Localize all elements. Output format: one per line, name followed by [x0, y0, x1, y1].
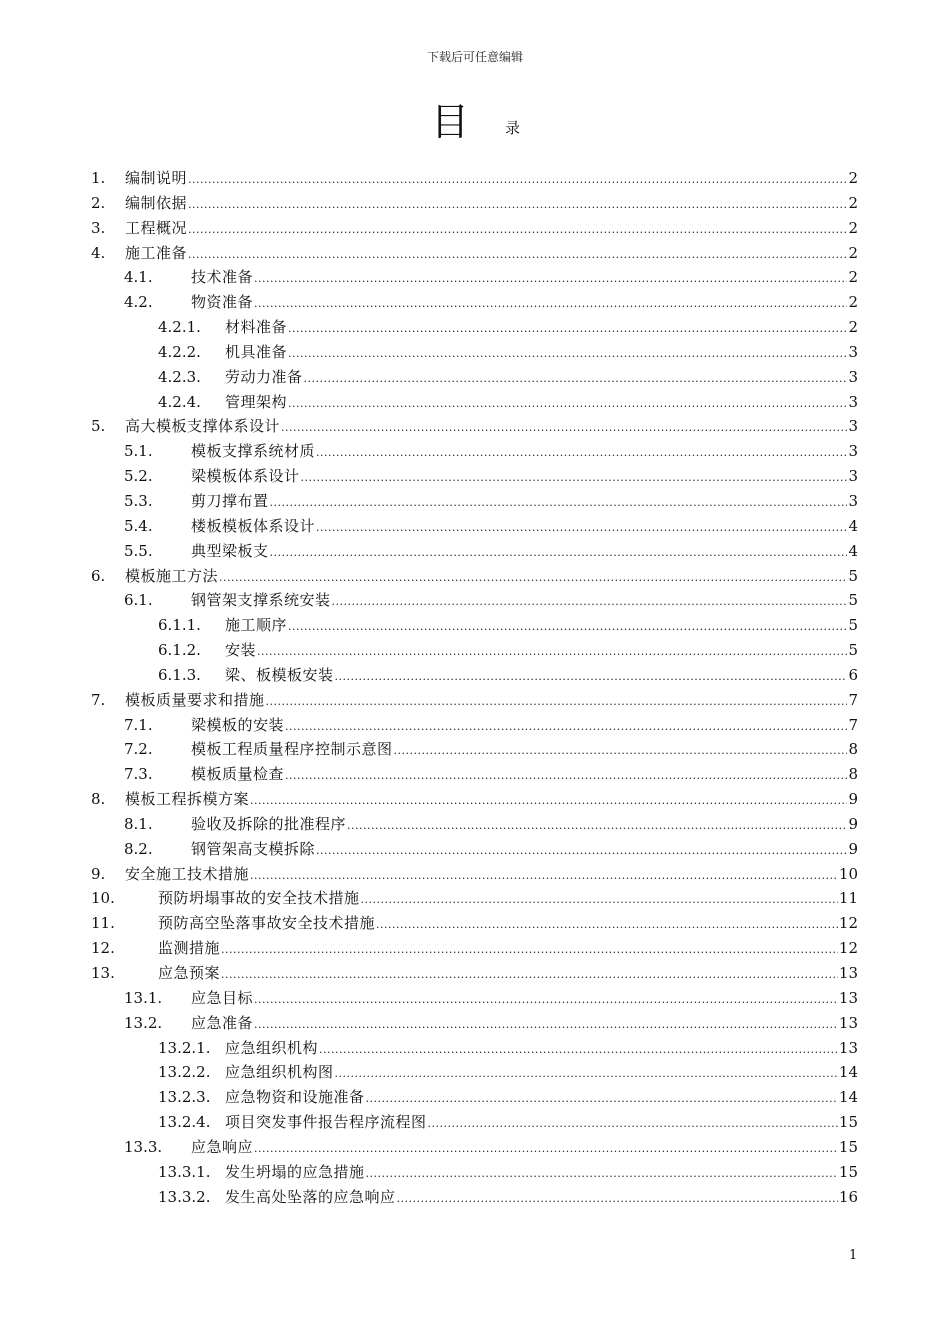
toc-entry-line [225, 1036, 858, 1062]
toc-entry-page: 13 [838, 1013, 858, 1032]
toc-entry-number: 7.3. [124, 765, 153, 784]
toc-entry-label: 模板质量检查 [191, 765, 285, 784]
toc-dot-leader [281, 416, 847, 440]
toc-entry-number: 7.2. [124, 740, 153, 759]
toc-entry-page: 14 [838, 1088, 858, 1107]
toc-entry-line [191, 539, 858, 565]
toc-entry-number: 5.3. [124, 491, 153, 510]
toc-entry[interactable] [0, 365, 950, 390]
toc-entry-label: 模板支撑系统材质 [191, 442, 316, 461]
toc-entry[interactable] [0, 539, 950, 564]
toc-dot-leader [366, 1162, 838, 1186]
toc-entry-line [158, 961, 858, 987]
toc-entry-line [125, 414, 858, 440]
toc-dot-leader [254, 1137, 838, 1161]
toc-entry-label: 典型梁板支 [191, 541, 269, 560]
toc-entry-label: 施工顺序 [225, 616, 288, 635]
toc-entry-page: 3 [848, 467, 858, 486]
toc-dot-leader [304, 367, 848, 391]
toc-dot-leader [361, 888, 838, 912]
toc-dot-leader [288, 392, 847, 416]
toc-dot-leader [316, 516, 847, 540]
toc-entry-number: 7.1. [124, 715, 153, 734]
toc-entry-page: 5 [848, 566, 858, 585]
toc-entry[interactable] [0, 1185, 950, 1210]
toc-entry-label: 安全施工技术措施 [125, 864, 250, 883]
toc-entry-page: 13 [838, 964, 858, 982]
toc-entry-label: 钢管架支撑系统安装 [191, 591, 331, 610]
toc-entry-label: 应急预案 [158, 964, 221, 982]
toc-entry-page: 12 [838, 914, 858, 933]
toc-entry-label: 梁、板模板安装 [225, 665, 334, 684]
toc-dot-leader [316, 839, 847, 863]
toc-entry[interactable] [0, 216, 950, 241]
toc-entry-page: 3 [848, 367, 858, 386]
toc-entry-page: 11 [838, 889, 858, 908]
toc-dot-leader [254, 1013, 838, 1037]
toc-entry-line [125, 564, 858, 590]
toc-entry-number: 5.1. [124, 442, 153, 461]
toc-entry-number: 4.2. [124, 293, 153, 312]
toc-entry-page: 9 [848, 839, 858, 858]
toc-dot-leader [254, 292, 847, 316]
toc-entry-label: 材料准备 [225, 318, 288, 337]
toc-entry-page: 13 [838, 1038, 858, 1057]
toc-entry-line [125, 216, 858, 242]
toc-entry-number: 10. [91, 889, 115, 908]
toc-dot-leader [288, 615, 847, 639]
toc-entry-number: 13.3.2. [158, 1187, 211, 1206]
toc-entry[interactable] [0, 862, 950, 887]
toc-entry-page: 15 [838, 1137, 858, 1156]
toc-entry-line [191, 1135, 858, 1161]
toc-entry-page: 9 [848, 814, 858, 833]
toc-entry-label: 应急目标 [191, 988, 254, 1007]
toc-dot-leader [250, 864, 838, 888]
toc-dot-leader [221, 938, 838, 962]
toc-entry[interactable] [0, 936, 950, 961]
toc-entry-page: 2 [848, 243, 858, 262]
toc-entry-page: 7 [848, 690, 858, 709]
toc-entry-page: 12 [838, 939, 858, 958]
toc-dot-leader [254, 267, 847, 291]
toc-entry-page: 4 [848, 516, 858, 535]
toc-entry[interactable] [0, 290, 950, 315]
toc-entry-page: 2 [848, 169, 858, 187]
toc-entry-page: 8 [848, 765, 858, 784]
toc-entry-label: 安装 [225, 641, 257, 660]
toc-entry-page: 14 [838, 1063, 858, 1082]
toc-dot-leader [266, 690, 848, 714]
toc-entry[interactable] [0, 315, 950, 340]
toc-entry-label: 验收及拆除的批准程序 [191, 814, 347, 833]
toc-entry-page: 3 [848, 442, 858, 461]
toc-entry-label: 管理架构 [225, 392, 288, 411]
toc-dot-leader [221, 963, 838, 987]
toc-entry-page: 3 [848, 491, 858, 510]
toc-entry[interactable] [0, 241, 950, 266]
toc-dot-leader [188, 218, 847, 242]
toc-dot-leader [219, 566, 847, 590]
toc-entry[interactable] [0, 514, 950, 539]
toc-dot-leader [335, 665, 848, 689]
toc-entry-page: 6 [848, 665, 858, 684]
toc-entry[interactable] [0, 564, 950, 589]
toc-entry[interactable] [0, 1085, 950, 1110]
toc-entry-label: 监测措施 [158, 939, 221, 958]
toc-dot-leader [270, 491, 848, 515]
toc-dot-leader [270, 541, 848, 565]
toc-entry-number: 6.1.1. [158, 616, 201, 635]
toc-entry-line [225, 1085, 858, 1111]
toc-entry[interactable] [0, 390, 950, 415]
toc-entry-label: 梁模板体系设计 [191, 467, 300, 486]
toc-entry-number: 6.1. [124, 591, 153, 610]
toc-entry-line [191, 265, 858, 291]
toc-entry-line [225, 1060, 858, 1086]
toc-dot-leader [188, 243, 847, 267]
toc-dot-leader [257, 640, 847, 664]
toc-entry[interactable] [0, 414, 950, 439]
toc-entry-label: 项目突发事件报告程序流程图 [225, 1113, 427, 1132]
toc-entry-line [225, 390, 858, 416]
toc-title-main: 目 [431, 100, 470, 144]
toc-entry-number: 13.1. [124, 988, 163, 1007]
toc-entry[interactable] [0, 1135, 950, 1160]
toc-entry-number: 13.2.3. [158, 1088, 211, 1107]
toc-entry[interactable] [0, 713, 950, 738]
toc-entry[interactable] [0, 638, 950, 663]
toc-entry-page: 5 [848, 591, 858, 610]
toc-entry-label: 劳动力准备 [225, 367, 303, 386]
toc-entry-number: 6.1.3. [158, 665, 201, 684]
toc-entry-line [191, 464, 858, 490]
toc-dot-leader [288, 342, 847, 366]
toc-dot-leader [285, 764, 847, 788]
toc-entry-line [191, 837, 858, 863]
toc-entry-line [191, 290, 858, 316]
toc-entry-line [158, 911, 858, 937]
toc-entry[interactable] [0, 166, 950, 191]
toc-entry[interactable] [0, 1060, 950, 1085]
toc-entry-number: 3. [91, 218, 106, 237]
toc-entry-label: 物资准备 [191, 293, 254, 312]
toc-dot-leader [316, 441, 847, 465]
toc-entry-line [225, 663, 858, 689]
toc-entry-line [191, 588, 858, 614]
toc-entry[interactable] [0, 489, 950, 514]
toc-entry[interactable] [0, 688, 950, 713]
toc-entry-number: 13.2.2. [158, 1063, 211, 1082]
toc-entry-page: 5 [848, 616, 858, 635]
toc-entry-number: 4.2.3. [158, 367, 201, 386]
toc-entry[interactable] [0, 464, 950, 489]
toc-entry-line [225, 365, 858, 391]
toc-entry-page: 3 [848, 417, 858, 436]
toc-entry-line [225, 315, 858, 341]
toc-entry-page: 2 [848, 318, 858, 337]
toc-dot-leader [254, 988, 838, 1012]
toc-entry-number: 5. [91, 417, 106, 436]
toc-entry-label: 模板施工方法 [125, 566, 219, 585]
toc-entry-number: 4.2.2. [158, 342, 201, 361]
toc-entry-number: 9. [91, 864, 106, 883]
toc-dot-leader [394, 739, 848, 763]
toc-entry-line [125, 787, 858, 813]
toc-entry-page: 10 [838, 864, 858, 883]
toc-entry-page: 2 [848, 193, 858, 212]
toc-entry[interactable] [0, 340, 950, 365]
toc-dot-leader [376, 913, 838, 937]
toc-entry-page: 15 [838, 1162, 858, 1181]
toc-entry-page: 8 [848, 740, 858, 759]
toc-entry-line [191, 762, 858, 788]
toc-entry-number: 12. [91, 939, 115, 958]
toc-entry-number: 5.4. [124, 516, 153, 535]
toc-entry-line [225, 1185, 858, 1211]
toc-title-suffix: 录 [505, 119, 521, 137]
toc-entry-number: 4. [91, 243, 106, 262]
toc-entry-line [125, 862, 858, 888]
toc-entry-line [158, 886, 858, 912]
toc-dot-leader [188, 168, 847, 192]
toc-entry-number: 8.2. [124, 839, 153, 858]
toc-entry-number: 13.2.4. [158, 1113, 211, 1132]
toc-entry-label: 预防坍塌事故的安全技术措施 [158, 889, 360, 908]
toc-entry-page: 13 [838, 988, 858, 1007]
toc-entry-line [191, 713, 858, 739]
toc-entry-number: 6.1.2. [158, 641, 201, 660]
toc-entry-line [125, 191, 858, 217]
page-number: 1 [849, 1248, 858, 1263]
toc-entry-page: 3 [848, 392, 858, 411]
toc-entry[interactable] [0, 1160, 950, 1185]
toc-entry-label: 楼板模板体系设计 [191, 516, 316, 535]
toc-entry-number: 13.2. [124, 1013, 163, 1032]
toc-entry-line [225, 613, 858, 639]
toc-entry-label: 模板工程拆模方案 [125, 790, 250, 809]
toc-entry-number: 4.2.1. [158, 318, 201, 337]
toc-entry-line [225, 1160, 858, 1186]
toc-entry-number: 13. [91, 964, 115, 982]
toc-entry-line [191, 737, 858, 763]
toc-entry-page: 16 [838, 1187, 858, 1206]
toc-entry[interactable] [0, 439, 950, 464]
toc-entry-number: 6. [91, 566, 106, 585]
table-of-contents [0, 166, 950, 1209]
toc-dot-leader [288, 317, 847, 341]
toc-entry-label: 梁模板的安装 [191, 715, 285, 734]
toc-dot-leader [335, 1062, 838, 1086]
toc-entry-number: 2. [91, 193, 106, 212]
toc-entry-number: 4.1. [124, 268, 153, 287]
toc-entry-line [225, 1110, 858, 1136]
toc-entry-label: 应急准备 [191, 1013, 254, 1032]
toc-entry-line [191, 489, 858, 515]
toc-entry-label: 应急响应 [191, 1137, 254, 1156]
toc-entry-line [225, 638, 858, 664]
toc-entry[interactable] [0, 911, 950, 936]
toc-entry[interactable] [0, 886, 950, 911]
toc-dot-leader [301, 466, 848, 490]
toc-dot-leader [285, 715, 847, 739]
toc-entry-number: 13.2.1. [158, 1038, 211, 1057]
toc-entry-label: 预防高空坠落事故安全技术措施 [158, 914, 376, 933]
toc-entry-label: 机具准备 [225, 342, 288, 361]
toc-entry-number: 7. [91, 690, 106, 709]
toc-entry[interactable] [0, 762, 950, 787]
toc-entry-page: 3 [848, 342, 858, 361]
toc-entry-label: 钢管架高支模拆除 [191, 839, 316, 858]
toc-dot-leader [319, 1038, 838, 1062]
toc-entry-page: 15 [838, 1113, 858, 1132]
toc-entry-label: 剪刀撑布置 [191, 491, 269, 510]
toc-entry-line [125, 166, 858, 192]
toc-entry[interactable] [0, 961, 950, 986]
toc-entry-line [125, 688, 858, 714]
toc-entry[interactable] [0, 1011, 950, 1036]
toc-entry[interactable] [0, 787, 950, 812]
toc-entry[interactable] [0, 812, 950, 837]
toc-dot-leader [347, 814, 847, 838]
toc-entry-line [191, 986, 858, 1012]
toc-title [0, 98, 950, 148]
toc-entry-line [191, 514, 858, 540]
toc-entry-label: 工程概况 [125, 218, 188, 237]
toc-entry-line [191, 1011, 858, 1037]
toc-entry-page: 2 [848, 268, 858, 287]
toc-entry-page: 2 [848, 293, 858, 312]
toc-entry-page: 4 [848, 541, 858, 560]
toc-entry-label: 模板工程质量程序控制示意图 [191, 740, 393, 759]
toc-entry-line [191, 439, 858, 465]
toc-entry-label: 技术准备 [191, 268, 254, 287]
toc-entry-line [225, 340, 858, 366]
toc-entry-number: 5.5. [124, 541, 153, 560]
toc-entry-label: 应急组织机构图 [225, 1063, 334, 1082]
toc-entry-line [158, 936, 858, 962]
toc-dot-leader [366, 1087, 838, 1111]
toc-entry-number: 13.3.1. [158, 1162, 211, 1181]
toc-entry-label: 高大模板支撑体系设计 [125, 417, 281, 436]
toc-entry-number: 13.3. [124, 1137, 163, 1156]
toc-entry[interactable] [0, 663, 950, 688]
toc-dot-leader [250, 789, 847, 813]
toc-entry-label: 发生高处坠落的应急响应 [225, 1187, 396, 1206]
toc-entry[interactable] [0, 1110, 950, 1135]
toc-entry-label: 施工准备 [125, 243, 188, 262]
toc-entry-label: 应急组织机构 [225, 1038, 319, 1057]
toc-entry[interactable] [0, 588, 950, 613]
toc-entry-page: 2 [848, 218, 858, 237]
toc-entry[interactable] [0, 191, 950, 216]
toc-entry-page: 9 [848, 790, 858, 809]
page-header: 下载后可任意编辑 [426, 50, 523, 64]
toc-entry[interactable] [0, 1036, 950, 1061]
toc-entry-line [125, 241, 858, 267]
toc-entry-label: 应急物资和设施准备 [225, 1088, 365, 1107]
toc-dot-leader [428, 1112, 838, 1136]
toc-entry-number: 8.1. [124, 814, 153, 833]
toc-dot-leader [188, 193, 847, 217]
toc-entry[interactable] [0, 837, 950, 862]
toc-entry-page: 7 [848, 715, 858, 734]
toc-dot-leader [332, 590, 848, 614]
toc-entry[interactable] [0, 613, 950, 638]
toc-entry[interactable] [0, 986, 950, 1011]
toc-entry-line [191, 812, 858, 838]
toc-entry-label: 编制依据 [125, 193, 188, 212]
toc-entry-number: 1. [91, 169, 106, 187]
toc-entry[interactable] [0, 737, 950, 762]
toc-entry-number: 5.2. [124, 467, 153, 486]
toc-entry[interactable] [0, 265, 950, 290]
toc-dot-leader [397, 1187, 838, 1211]
toc-entry-page: 5 [848, 641, 858, 660]
toc-entry-number: 4.2.4. [158, 392, 201, 411]
toc-entry-label: 编制说明 [125, 169, 188, 187]
toc-entry-number: 11. [91, 914, 115, 933]
toc-entry-label: 模板质量要求和措施 [125, 690, 265, 709]
toc-entry-number: 8. [91, 790, 106, 809]
toc-entry-label: 发生坍塌的应急措施 [225, 1162, 365, 1181]
